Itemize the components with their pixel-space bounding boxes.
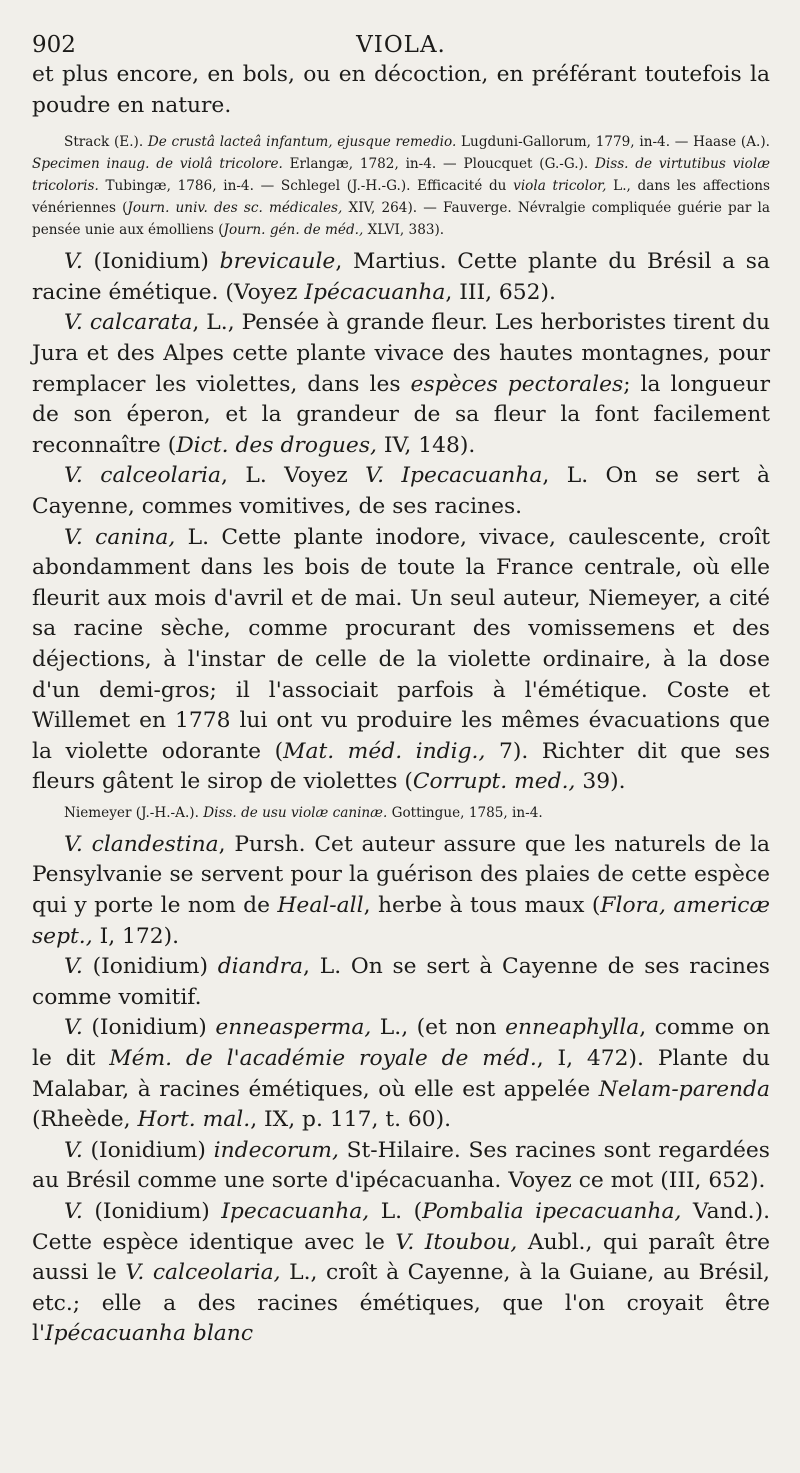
canina-reference: Niemeyer (J.-H.-A.). Diss. de usu violæ caninæ. Gottingue, 1785, in-4.	[64, 804, 543, 821]
entry-diandra: V. (Ionidium) diandra, L. On se sert à Cayenne de ses racines comme vomitif.	[32, 954, 770, 1010]
entry-calceolaria: V. calceolaria, L. Voyez V. Ipecacuanha, L. On se sert à Cayenne, commes vomitives, de ses racines.	[32, 463, 770, 519]
entry-clandestina: V. clandestina, Pursh. Cet auteur assure que les naturels de la Pensylvanie se servent pour la guérison des plaies de cette espèce qui y porte le nom de Heal-all, herbe à tous maux (Flora, americæ sept., I, 172).	[32, 831, 770, 949]
ref-rest: Tubingæ, 1786, in-4. — Schlegel (J.-H.-G.). Efficacité du	[98, 178, 514, 195]
ref-rest: XLVI, 383).	[363, 222, 445, 239]
ref-title: De crustâ lacteâ infantum, ejusque remedio.	[147, 134, 457, 151]
entry-calcarata: V. calcarata, L., Pensée à grande fleur. Les herboristes tirent du Jura et des Alpes cette plante vivace des hautes montagnes, pour remplacer les violettes, dans les espèces pectorales; la longueur de son éperon, et la grandeur de sa fleur la font facilement reconnaître (Dict. des drogues, IV, 148).	[32, 310, 770, 458]
ref-author: Haase (A.).	[693, 134, 770, 151]
page-number: 902	[32, 32, 76, 58]
ref-title: viola tricolor,	[513, 178, 607, 195]
entry-enneasperma: V. (Ionidium) enneasperma, L., (et non enneaphylla, comme on le dit Mém. de l'académie royale de méd., I, 472). Plante du Malabar, à racines émétiques, où elle est appelée Nelam-parenda (Rheède, Hort. mal., IX, p. 117, t. 60).	[32, 1015, 770, 1133]
entry-brevicaule: V. (Ionidium) brevicaule, Martius. Cette plante du Brésil a sa racine émétique. (Voyez Ipécacuanha, III, 652).	[32, 249, 770, 305]
bibliography-block	[32, 131, 770, 241]
ref-title: Journ. univ. des sc. médicales,	[127, 200, 343, 217]
ref-rest: Erlangæ, 1782, in-4. — Ploucquet (G.-G.).	[282, 156, 595, 173]
entry-canina: V. canina, L. Cette plante inodore, vivace, caulescente, croît abondamment dans les bois de toute la France centrale, où elle fleurit aux mois d'avril et de mai. Un seul auteur, Niemeyer, a cité sa racine sèche, comme procurant des vomissemens et des déjections, à l'instar de celle de la violette ordinaire, à la dose d'un demi-gros; il l'associait parfois à l'émétique. Coste et Willemet en 1778 lui ont vu produire les mêmes évacuations que la violette odorante (Mat. méd. indig., 7). Richter dit que ses fleurs gâtent le sirop de violettes (Corrupt. med., 39).	[32, 524, 771, 795]
entry-ipecacuanha: V. (Ionidium) Ipecacuanha, L. (Pombalia ipecacuanha, Vand.). Cette espèce identique avec le V. Itoubou, Aubl., qui paraît être aussi le V. calceolaria, L., croît à Cayenne, à la Guiane, au Brésil, etc.; elle a des racines émétiques, que l'on croyait être l'Ipécacuanha blanc	[32, 1199, 770, 1347]
ref-title: Specimen inaug. de violâ tricolore.	[32, 156, 283, 173]
ref-rest: XIV, 264). — Fauverge. Névralgie compliquée guérie par la pensée unie aux émolliens (	[32, 200, 770, 239]
ref-rest: Lugduni-Gallorum, 1779, in-4. —	[456, 134, 694, 151]
ref-title: Journ. gén. de méd.,	[223, 222, 364, 239]
page-header	[32, 30, 770, 60]
entry-indecorum: V. (Ionidium) indecorum, St-Hilaire. Ses racines sont regardées au Brésil comme une sorte d'ipécacuanha. Voyez ce mot (III, 652).	[32, 1137, 770, 1194]
continuation-paragraph: et plus encore, en bols, ou en décoction, en préférant toutefois la poudre en nature.	[32, 62, 770, 118]
ref-rest: L., dans les affections vénériennes (	[32, 178, 770, 217]
ref-author: Strack (E.).	[64, 134, 148, 151]
body-text	[32, 60, 770, 1350]
running-title: VIOLA.	[356, 32, 446, 58]
ref-title: Diss. de virtutibus violæ tricoloris.	[32, 156, 770, 195]
